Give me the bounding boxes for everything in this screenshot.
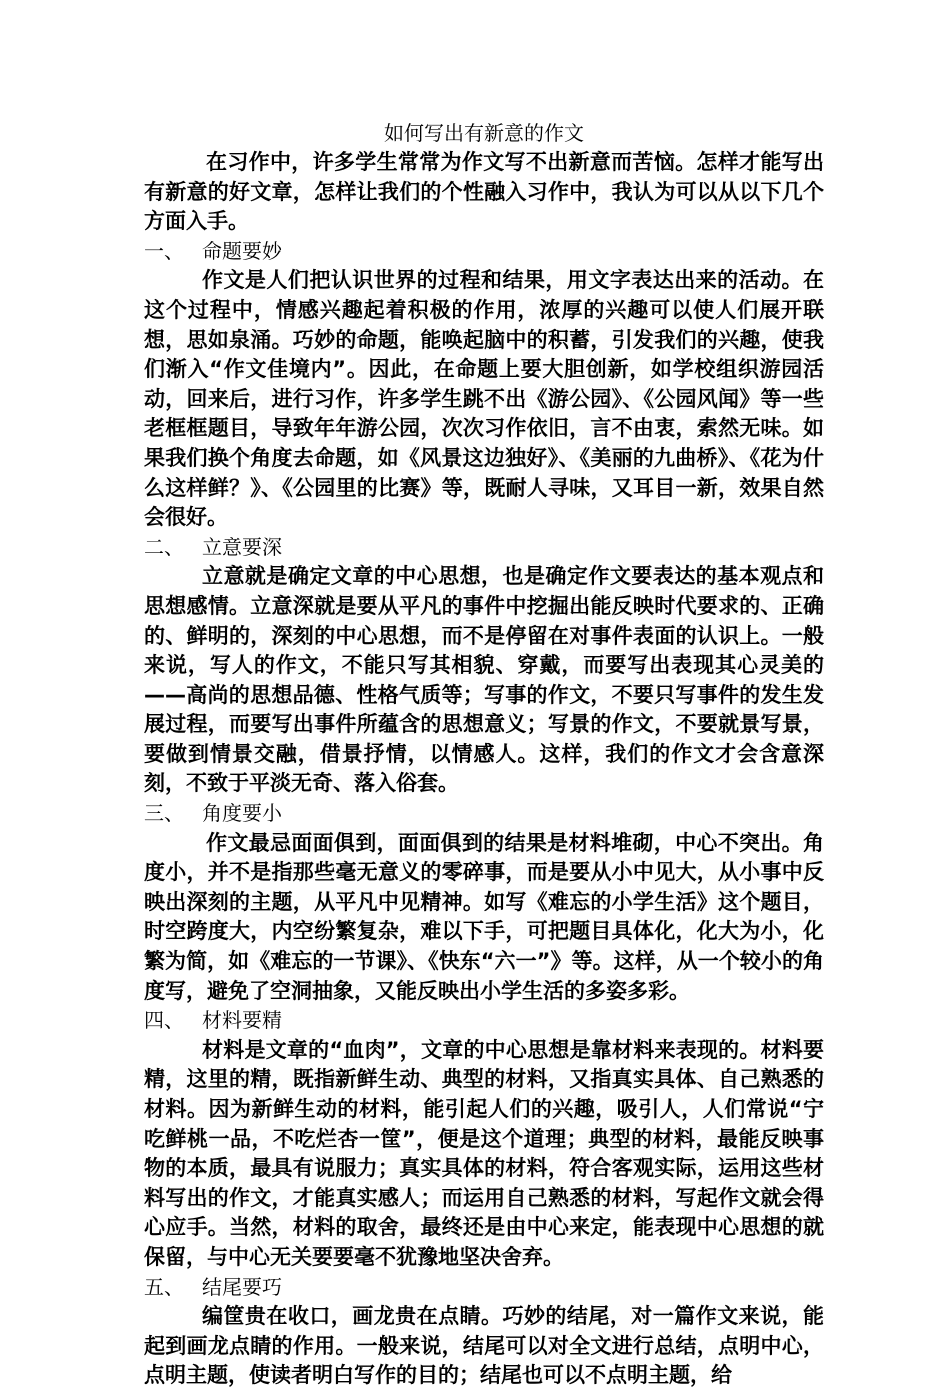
page-title: 如何写出有新意的作文 [384, 121, 584, 145]
section-title: 结尾要巧 [202, 1274, 282, 1299]
section-number: 五、 [144, 1274, 184, 1299]
section-heading-3 [144, 799, 824, 829]
section-title: 命题要妙 [202, 238, 282, 263]
section-title: 材料要精 [202, 1008, 282, 1033]
intro-paragraph: 在习作中，许多学生常常为作文写不出新意而苦恼。怎样才能写出有新意的好文章，怎样让我们的个性融入习作中，我认为可以从以下几个方面入手。 [144, 150, 824, 234]
section-number: 一、 [144, 238, 184, 263]
section-title: 角度要小 [202, 801, 282, 826]
section-heading-4 [144, 1006, 824, 1036]
section-body-3: 作文最忌面面俱到，面面俱到的结果是材料堆砌，中心不突出。角度小，并不是指那些毫无意义的零碎事，而是要从小中见大，从小事中反映出深刻的主题，从平凡中见精神。如写《难忘的小学生活》这个题目，时空跨度大，内空纷繁复杂，难以下手，可把题目具体化，化大为小，化繁为简，如《难忘的一节课》、《快东“六一”》等。这样，从一个较小的角度写，避免了空洞抽象，又能反映出小学生活的多姿多彩。 [144, 830, 824, 1003]
section-number: 四、 [144, 1008, 184, 1033]
section-heading-1 [144, 237, 824, 267]
section-body-4: 材料是文章的“血肉”，文章的中心思想是靠材料来表现的。材料要精，这里的精，既指新鲜生动、典型的材料，又指真实具体、自己熟悉的材料。因为新鲜生动的材料，能引起人们的兴趣，吸引人，人们常说“宁吃鲜桃一品，不吃烂杏一筐”，便是这个道理；典型的材料，最能反映事物的本质，最具有说服力；真实具体的材料，符合客观实际，运用这些材料写出的作文，才能真实感人；而运用自己熟悉的材料，写起作文就会得心应手。当然，材料的取舍，最终还是由中心来定，能表现中心思想的就保留，与中心无关要要毫不犹豫地坚决舍弃。 [144, 1037, 824, 1269]
section-body-5: 编筐贵在收口，画龙贵在点睛。巧妙的结尾，对一篇作文来说，能起到画龙点睛的作用。一般来说，结尾可以对全文进行总结，点明中心，点明主题，使读者明白写作的目的；结尾也可以不点明主题，给 [144, 1304, 824, 1388]
section-heading-2 [144, 533, 824, 563]
document-page [144, 118, 824, 1391]
section-body-1: 作文是人们把认识世界的过程和结果，用文字表达出来的活动。在这个过程中，情感兴趣起着积极的作用，浓厚的兴趣可以使人们展开联想，思如泉涌。巧妙的命题，能唤起脑中的积蓄，引发我们的兴趣，使我们渐入“作文佳境内”。因此，在命题上要大胆创新，如学校组织游园活动，回来后，进行习作，许多学生跳不出《游公园》、《公园风闻》等一些老框框题目，导致年年游公园，次次习作依旧，言不由衷，索然无味。如果我们换个角度去命题，如《风景这边独好》、《美丽的九曲桥》、《花为什么这样鲜？》、《公园里的比赛》等，既耐人寻味，又耳目一新，效果自然会很好。 [144, 268, 824, 530]
section-number: 三、 [144, 801, 184, 826]
section-number: 二、 [144, 534, 184, 559]
section-title: 立意要深 [202, 534, 282, 559]
section-heading-5 [144, 1273, 824, 1303]
section-body-2: 立意就是确定文章的中心思想，也是确定作文要表达的基本观点和思想感情。立意深就是要从平凡的事件中挖掘出能反映时代要求的、正确的、鲜明的，深刻的中心思想，而不是停留在对事件表面的认识上。一般来说，写人的作文，不能只写其相貌、穿戴，而要写出表现其心灵美的——高尚的思想品德、性格气质等；写事的作文，不要只写事件的发生发展过程，而要写出事件所蕴含的思想意义；写景的作文，不要就景写景，要做到情景交融，借景抒情，以情感人。这样，我们的作文才会含意深刻，不致于平淡无奇、落入俗套。 [144, 564, 824, 796]
